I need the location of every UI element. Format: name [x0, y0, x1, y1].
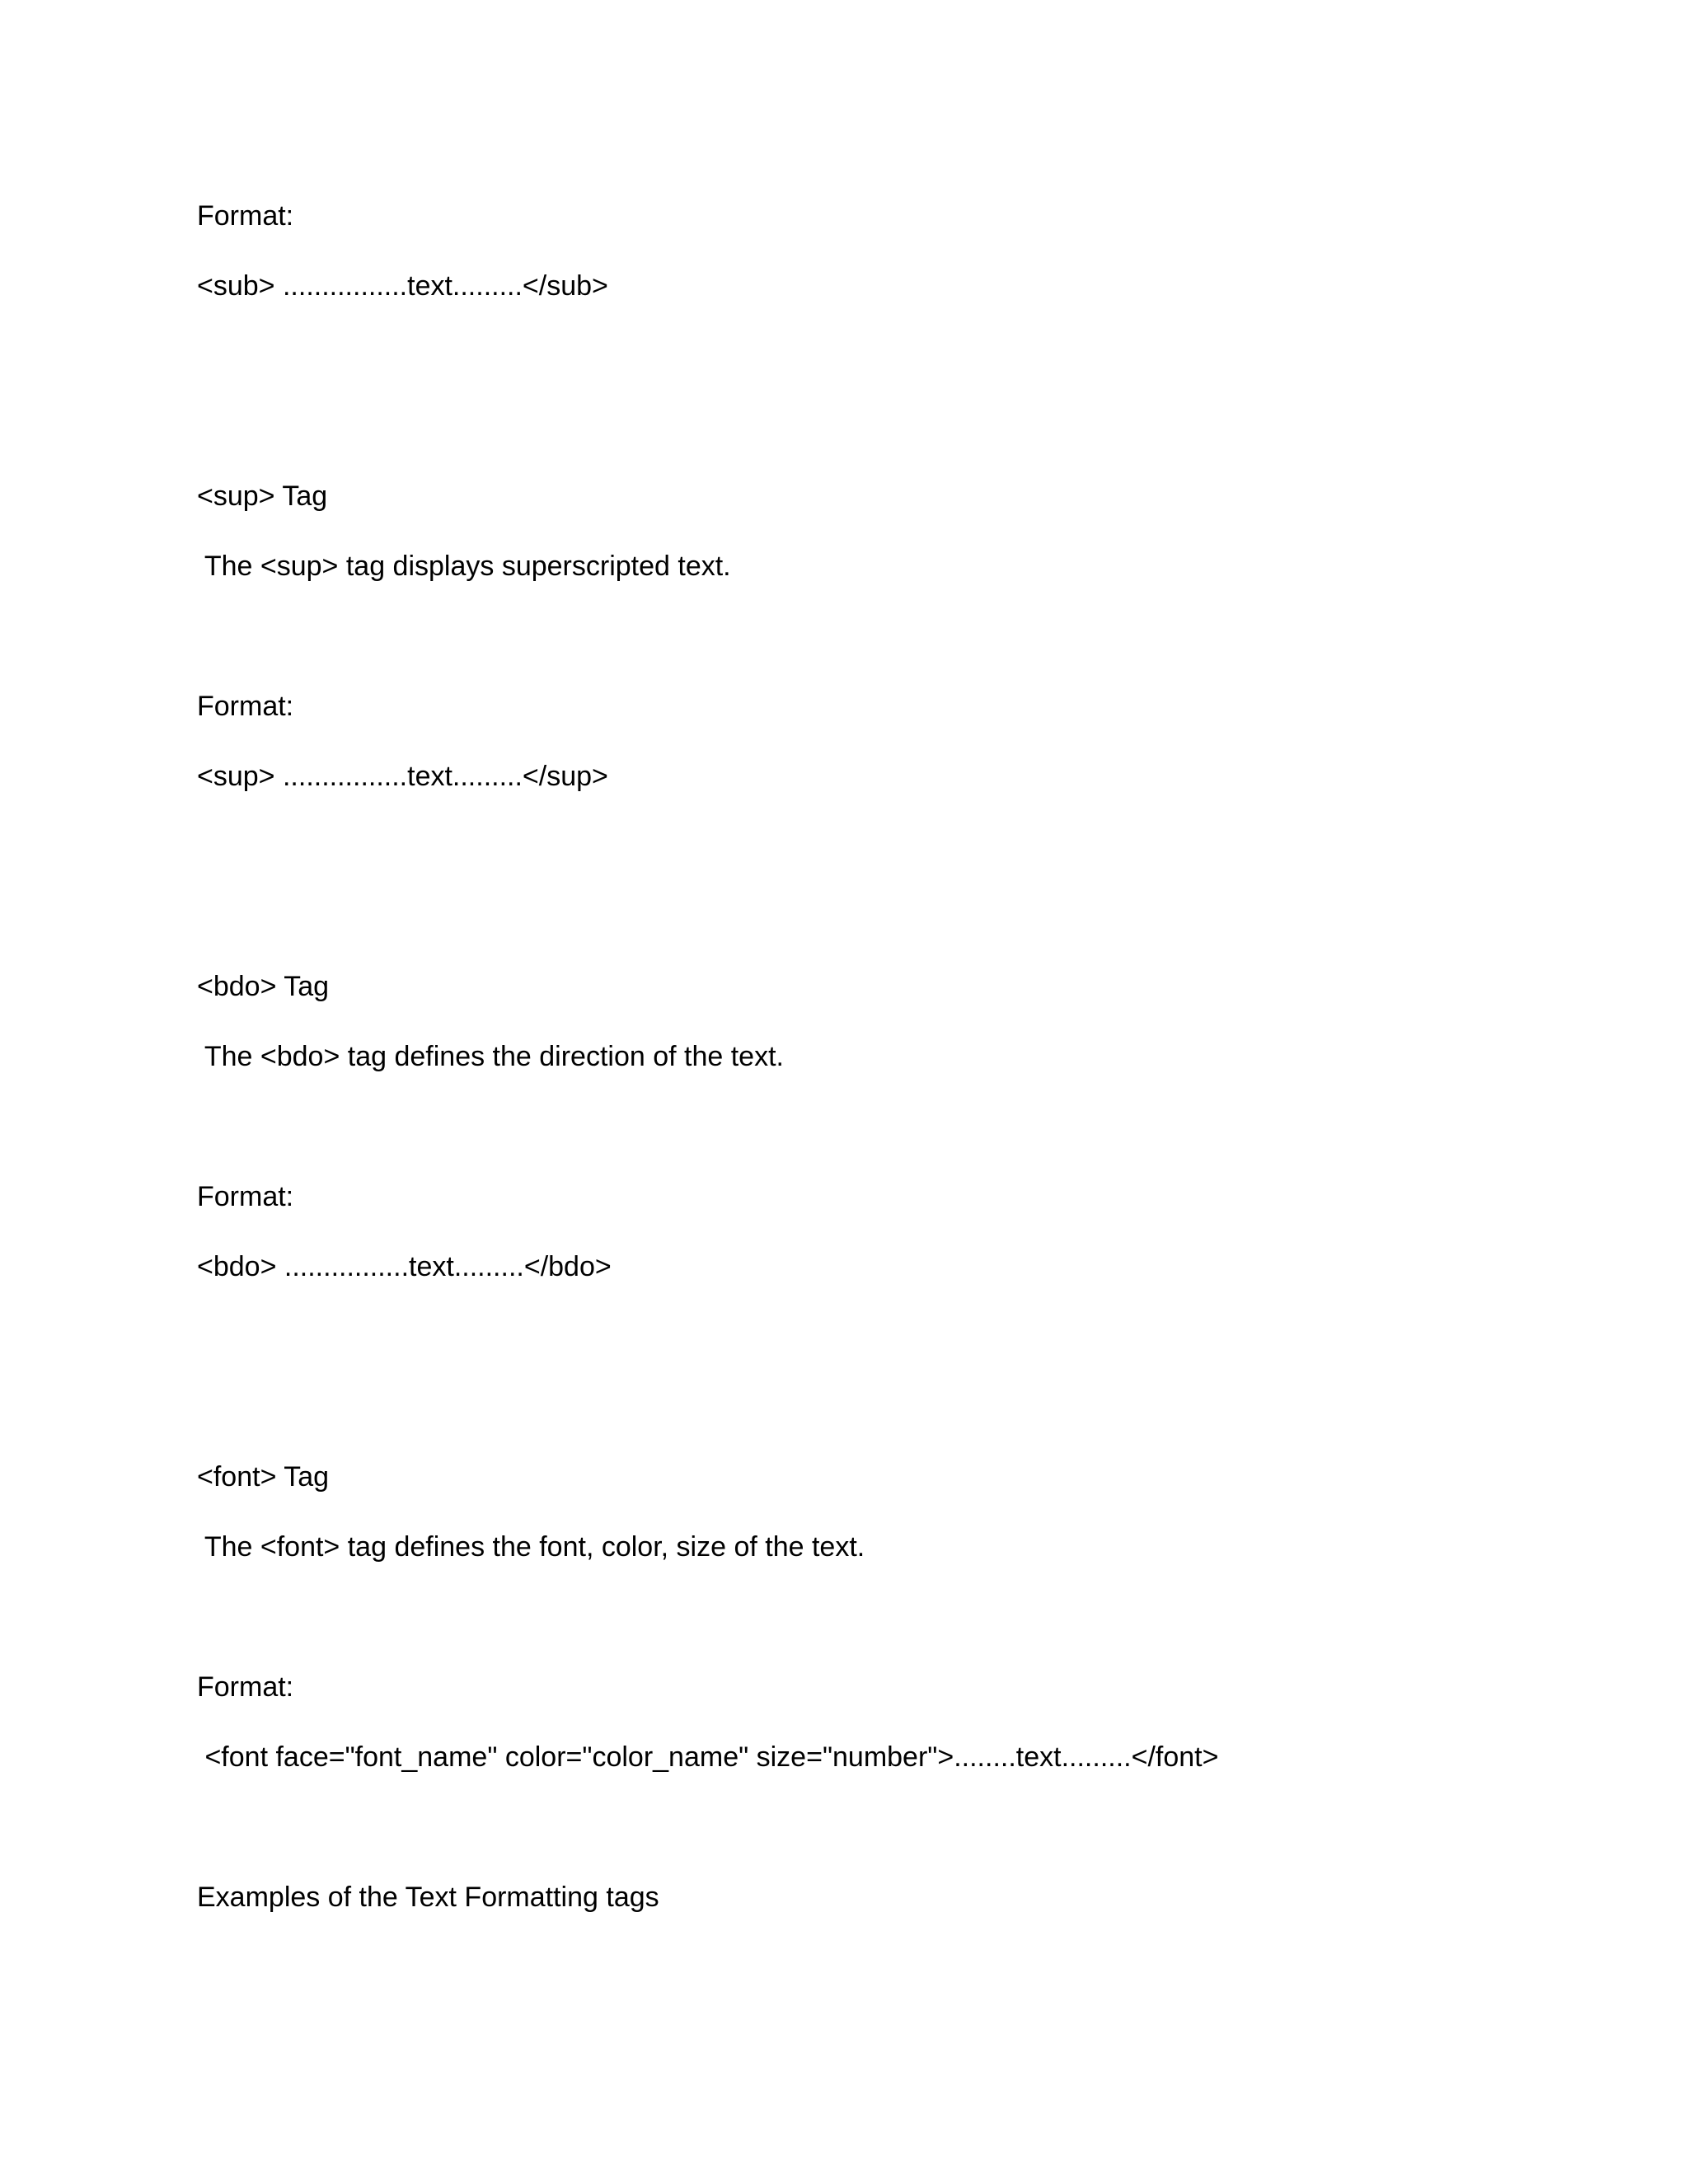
examples-heading: Examples of the Text Formatting tags	[197, 1882, 659, 1913]
format-label: Format:	[197, 1671, 294, 1703]
font-tag-description: The <font> tag defines the font, color, size of the text.	[197, 1531, 865, 1563]
format-label: Format:	[197, 200, 294, 232]
bdo-format-syntax: <bdo> ................text.........</bdo>	[197, 1251, 612, 1282]
sup-format-syntax: <sup> ................text.........</sup>	[197, 761, 608, 792]
format-label: Format:	[197, 691, 294, 722]
sup-tag-description: The <sup> tag displays superscripted text.	[197, 551, 731, 582]
font-format-syntax: <font face="font_name" color="color_name" size="number">........text.........</font>	[197, 1741, 1219, 1773]
format-label: Format:	[197, 1181, 294, 1212]
sup-tag-heading: <sup> Tag	[197, 480, 328, 512]
font-tag-heading: <font> Tag	[197, 1461, 330, 1493]
bdo-tag-description: The <bdo> tag defines the direction of the text.	[197, 1041, 784, 1072]
bdo-tag-heading: <bdo> Tag	[197, 971, 330, 1002]
sub-format-syntax: <sub> ................text.........</sub>	[197, 270, 608, 302]
